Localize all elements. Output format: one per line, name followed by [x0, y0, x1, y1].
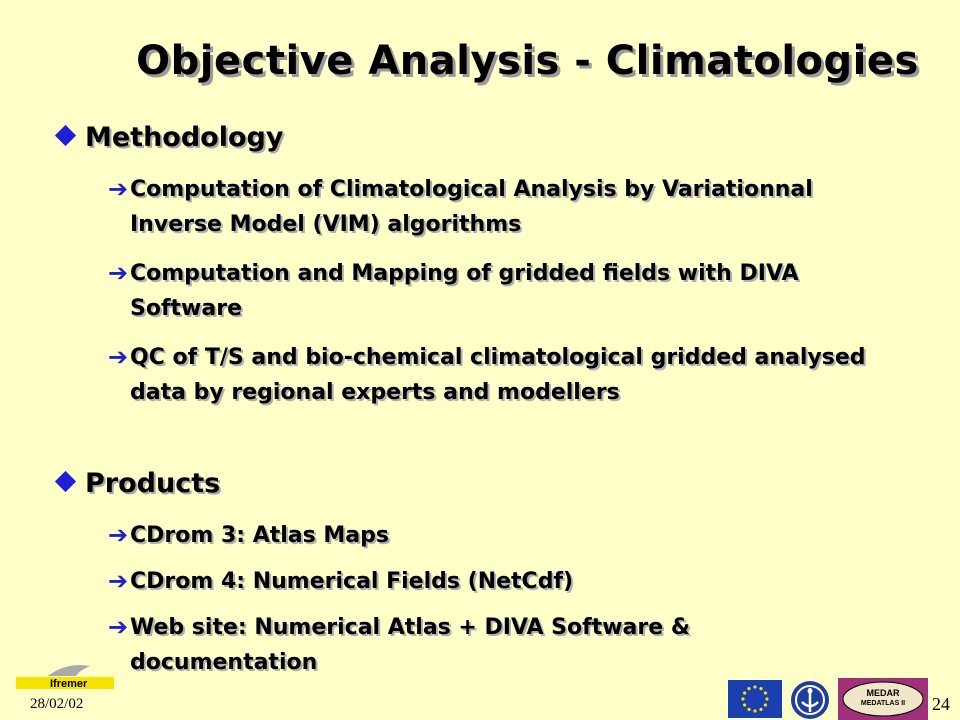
eu-flag-icon: [728, 680, 782, 718]
list-item-text: Web site: Numerical Atlas + DIVA Software & documentation: [130, 615, 691, 675]
list-item: [108, 610, 878, 680]
list-item-text: CDrom 3: Atlas Maps: [130, 523, 389, 548]
list-item-text: Computation of Climatological Analysis by Variationnal Inverse Model (VIM) algorithms: [130, 177, 813, 237]
list-item: [108, 564, 878, 599]
diamond-bullet-icon: [55, 471, 76, 492]
list-item-text: Computation and Mapping of gridded fields with DIVA Software: [130, 261, 799, 321]
right-arrow-icon: ➔: [108, 175, 129, 203]
diamond-bullet-icon: [55, 125, 76, 146]
medatlas-logo-text: MEDATLAS II: [860, 700, 906, 707]
ifremer-logo-text: Ifremer: [50, 678, 88, 690]
section-heading-methodology: [58, 122, 283, 153]
list-item: [108, 256, 878, 326]
ioc-logo-icon: [790, 680, 830, 720]
slide-date: 28/02/02: [30, 696, 84, 712]
section-heading-label: Products: [85, 468, 221, 499]
list-item: [108, 340, 878, 410]
section-heading-products: [58, 468, 220, 499]
right-arrow-icon: ➔: [108, 613, 129, 641]
slide-title: Objective Analysis - Climatologies: [136, 38, 919, 84]
medar-logo: [838, 678, 928, 720]
page-number: 24: [932, 694, 950, 714]
section-heading-label: Methodology: [85, 122, 284, 153]
list-item: [108, 172, 878, 242]
medar-frame-icon: [838, 678, 928, 720]
right-arrow-icon: ➔: [108, 521, 129, 549]
right-arrow-icon: ➔: [108, 567, 129, 595]
list-item: [108, 518, 878, 553]
right-arrow-icon: ➔: [108, 259, 129, 287]
right-arrow-icon: ➔: [108, 343, 129, 371]
list-item-text: QC of T/S and bio-chemical climatological gridded analysed data by regional experts and modellers: [130, 345, 866, 405]
ifremer-logo: [16, 660, 114, 690]
list-item-text: CDrom 4: Numerical Fields (NetCdf): [130, 569, 574, 594]
medar-logo-text: MEDAR: [866, 688, 900, 698]
